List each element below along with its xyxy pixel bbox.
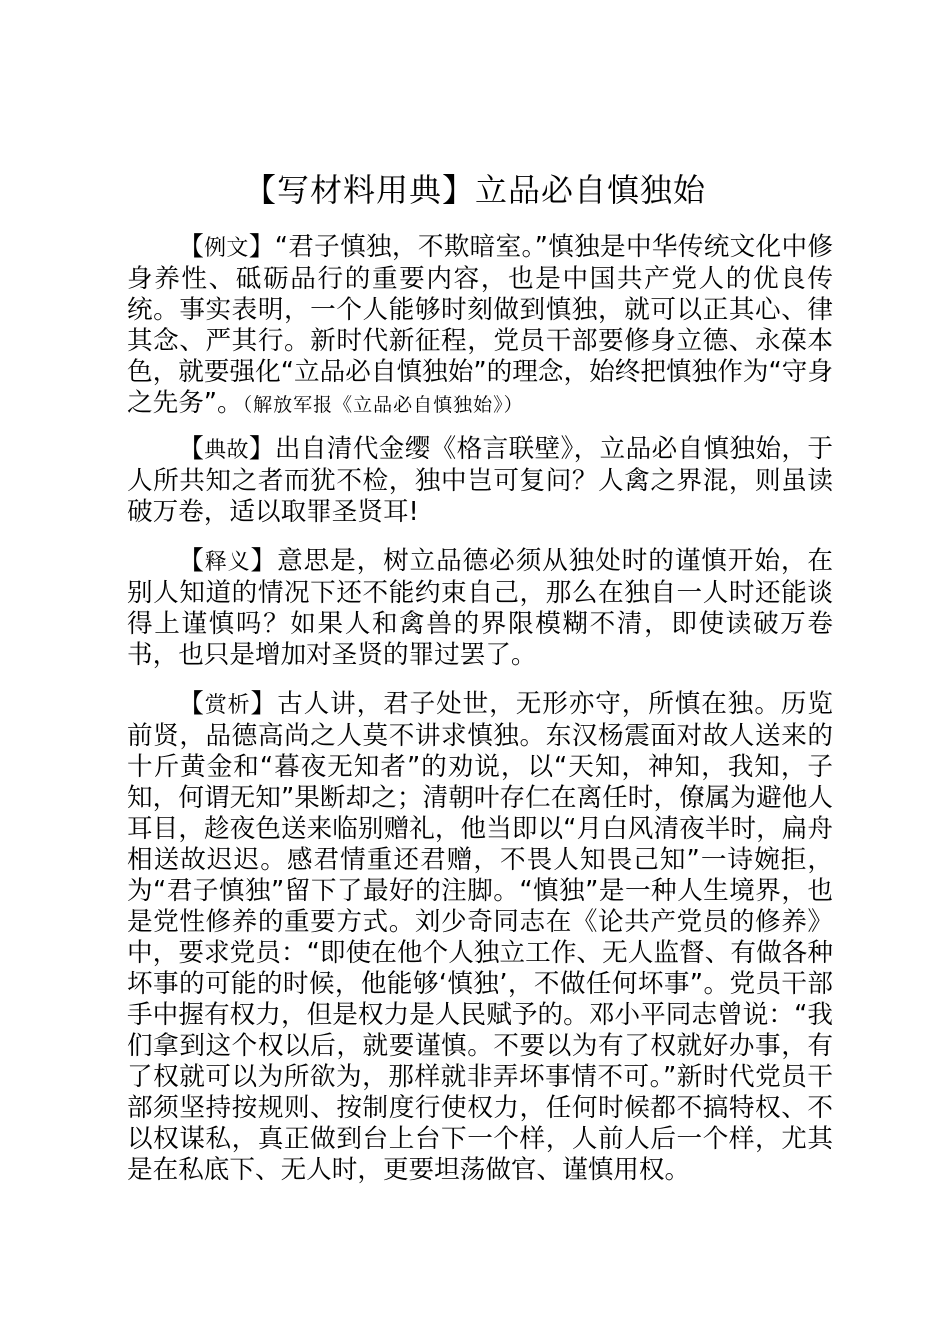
section-tag: 赏析 (204, 693, 251, 718)
section-tag: 释义 (204, 550, 251, 575)
section-text: 意思是，树立品德必须从独处时的谨慎开始，在别人知道的情况下还不能约束自己，那么在独自一人时还能谈得上谨慎吗？如果人和禽兽的界限模糊不清，即使读破万卷书，也只是增加对圣贤的罪过罢了。 (127, 546, 833, 670)
section-text: 出自清代金缨《格言联壁》，立品必自慎独始，于人所共知之者而犹不检，独中岂可复问？人禽之界混，则虽读破万卷，适以取罪圣贤耳! (127, 434, 833, 527)
section-text: 古人讲，君子处世，无形亦守，所慎在独。历览前贤，品德高尚之人莫不讲求慎独。东汉杨震面对故人送来的十斤黄金和“暮夜无知者”的劝说，以“天知，神知，我知，子知，何谓无知”果断却之；清朝叶存仁在离任时，僚属为避他人耳目，趁夜色送来临别赠礼，他当即以“月白风清夜半时，扁舟相送故迟迟。感君情重还君赠，不畏人知畏己知”一诗婉拒，为“君子慎独”留下了最好的注脚。“慎独”是一种人生境界，也是党性修养的重要方式。刘少奇同志在《论共产党员的修养》中，要求党员：“即使在他个人独立工作、无人监督、有做各种坏事的可能的时候，他能够‘慎独’，不做任何坏事”。党员干部手中握有权力，但是权力是人民赋予的。邓小平同志曾说：“我们拿到这个权以后，就要谨慎。不要以为有了权就好办事，有了权就可以为所欲为，那样就非弄坏事情不可。”新时代党员干部须坚持按规则、按制度行使权力，任何时候都不搞特权、不以权谋私，真正做到台上台下一个样，人前人后一个样，尤其是在私底下、无人时，更要坦荡做官、谨慎用权。 (127, 689, 833, 1185)
section-text: “君子慎独，不欺暗室。”慎独是中华传统文化中修身养性、砥砺品行的重要内容，也是中国共产党人的优良传统。事实表明，一个人能够时刻做到慎独，就可以正其心、律其念、严其行。新时代新征程，党员干部要修身立德、永葆本色，就要强化“立品必自慎独始”的理念，始终把慎独作为“守身之先务”。 (127, 232, 833, 418)
section-interpretation: 【释义】意思是，树立品德必须从独处时的谨慎开始，在别人知道的情况下还不能约束自己，那么在独自一人时还能谈得上谨慎吗？如果人和禽兽的界限模糊不清，即使读破万卷书，也只是增加对圣贤的罪过罢了。 (127, 546, 833, 670)
section-appreciation: 【赏析】古人讲，君子处世，无形亦守，所慎在独。历览前贤，品德高尚之人莫不讲求慎独。东汉杨震面对故人送来的十斤黄金和“暮夜无知者”的劝说，以“天知，神知，我知，子知，何谓无知”果断却之；清朝叶存仁在离任时，僚属为避他人耳目，趁夜色送来临别赠礼，他当即以“月白风清夜半时，扁舟相送故迟迟。感君情重还君赠，不畏人知畏己知”一诗婉拒，为“君子慎独”留下了最好的注脚。“慎独”是一种人生境界，也是党性修养的重要方式。刘少奇同志在《论共产党员的修养》中，要求党员：“即使在他个人独立工作、无人监督、有做各种坏事的可能的时候，他能够‘慎独’，不做任何坏事”。党员干部手中握有权力，但是权力是人民赋予的。邓小平同志曾说：“我们拿到这个权以后，就要谨慎。不要以为有了权就好办事，有了权就可以为所欲为，那样就非弄坏事情不可。”新时代党员干部须坚持按规则、按制度行使权力，任何时候都不搞特权、不以权谋私，真正做到台上台下一个样，人前人后一个样，尤其是在私底下、无人时，更要坦荡做官、谨慎用权。 (127, 689, 833, 1185)
section-tag: 例文 (204, 236, 249, 261)
section-allusion: 【典故】出自清代金缨《格言联壁》，立品必自慎独始，于人所共知之者而犹不检，独中岂可复问？人禽之界混，则虽读破万卷，适以取罪圣贤耳! (127, 434, 833, 527)
document-title: 【写材料用典】立品必自慎独始 (243, 171, 706, 209)
section-example: 【例文】“君子慎独，不欺暗室。”慎独是中华传统文化中修身养性、砥砺品行的重要内容，也是中国共产党人的优良传统。事实表明，一个人能够时刻做到慎独，就可以正其心、律其念、严其行。新时代新征程，党员干部要修身立德、永葆本色，就要强化“立品必自慎独始”的理念，始终把慎独作为“守身之先务”。（解放军报《立品必自慎独始》） (127, 232, 833, 418)
source-citation: （解放军报《立品必自慎独始》） (242, 394, 524, 416)
section-tag: 典故 (204, 438, 249, 463)
